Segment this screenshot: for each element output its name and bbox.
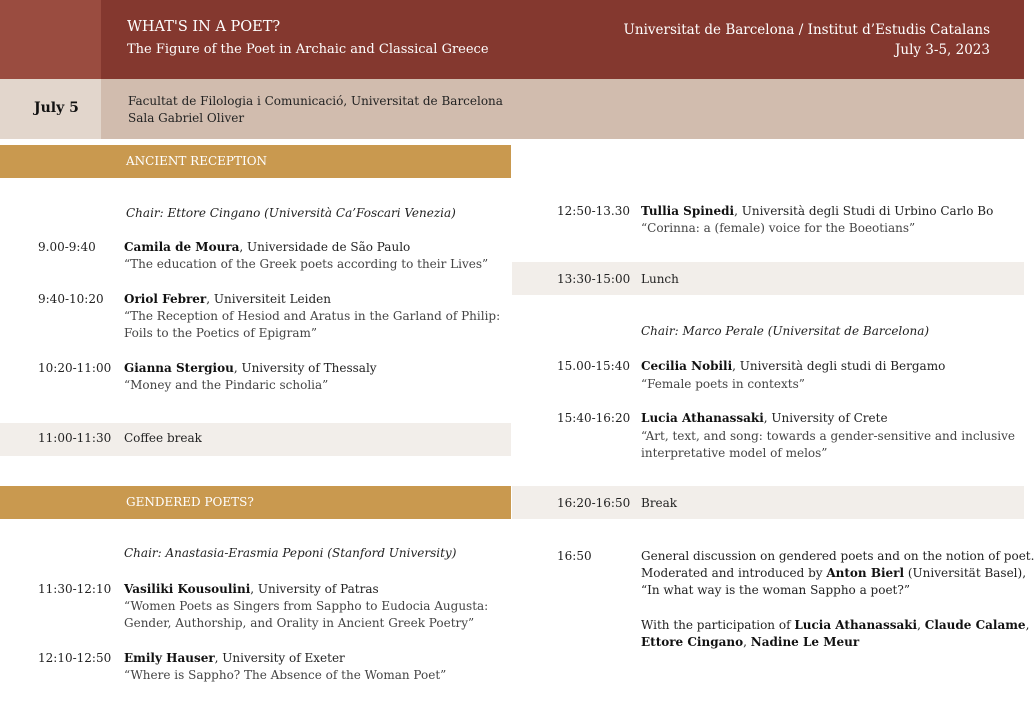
talk-speaker-line xyxy=(124,582,379,596)
participants-line-2: Ettore Cingano, Nadine Le Meur xyxy=(641,635,860,649)
break-time: 16:20-16:50 xyxy=(557,496,631,510)
event-dates: July 3-5, 2023 xyxy=(894,42,990,58)
talk-title: “Corinna: a (female) voice for the Boeotians” xyxy=(641,221,916,235)
participant-name: Ettore Cingano xyxy=(641,635,744,649)
talk-title: “Art, text, and song: towards a gender-sensitive and inclusive xyxy=(641,429,1015,443)
header-banner xyxy=(0,0,1024,79)
speaker-affiliation: , University of Patras xyxy=(250,582,379,596)
talk-time: 15:40-16:20 xyxy=(557,411,631,425)
speaker-affiliation: , Universiteit Leiden xyxy=(206,292,331,306)
venue-line-1: Facultat de Filologia i Comunicació, Universitat de Barcelona xyxy=(128,94,503,108)
talk-title: “The Reception of Hesiod and Aratus in the Garland of Philip: xyxy=(124,309,501,323)
speaker-name: Lucia Athanassaki xyxy=(641,411,764,425)
moderator-name: Anton Bierl xyxy=(826,566,905,580)
talk-title: Foils to the Poetics of Epigram” xyxy=(124,326,317,340)
talk-speaker-line xyxy=(124,240,410,254)
talk-speaker-line xyxy=(124,361,377,375)
speaker-affiliation: , Universidade de São Paulo xyxy=(239,240,411,254)
break-label: Lunch xyxy=(641,272,679,286)
talk-time: 12:10-12:50 xyxy=(38,651,112,665)
talk-title: “Money and the Pindaric scholia” xyxy=(124,378,329,392)
day-band xyxy=(0,79,1024,139)
section-title: ANCIENT RECEPTION xyxy=(126,154,268,168)
talk-title: interpretative model of melos” xyxy=(641,446,828,460)
talk-title: “Female poets in contexts” xyxy=(641,377,805,391)
speaker-name: Gianna Stergiou xyxy=(124,361,234,375)
break-time: 11:00-11:30 xyxy=(38,431,112,445)
participant-name: Claude Calame xyxy=(924,618,1026,632)
discussion-line-2: Moderated and introduced by Anton Bierl (Universität Basel), xyxy=(641,566,1027,580)
talk-title: Gender, Authorship, and Orality in Ancient Greek Poetry” xyxy=(124,616,475,630)
talk-speaker-line xyxy=(124,292,331,306)
section-header-gendered-poets xyxy=(0,486,511,519)
day-label: July 5 xyxy=(34,100,79,116)
discussion-line-1: General discussion on gendered poets and on the notion of poet. xyxy=(641,549,1034,563)
header-accent-block xyxy=(0,0,101,79)
section-header-ancient-reception xyxy=(0,145,511,178)
event-subtitle: The Figure of the Poet in Archaic and Classical Greece xyxy=(127,42,489,57)
participant-name: Lucia Athanassaki xyxy=(794,618,918,632)
talk-time: 15.00-15:40 xyxy=(557,359,630,373)
speaker-name: Camila de Moura xyxy=(124,240,240,254)
speaker-affiliation: , Università degli Studi di Urbino Carlo Bo xyxy=(734,204,994,218)
talk-speaker-line xyxy=(124,651,345,665)
participants-line-1: With the participation of Lucia Athanassaki, Claude Calame, xyxy=(641,618,1030,632)
participant-name: Nadine Le Meur xyxy=(750,635,860,649)
discussion-line-3: “In what way is the woman Sappho a poet?” xyxy=(641,583,910,597)
talk-speaker-line xyxy=(641,411,888,425)
chair: Chair: Ettore Cingano (Università Ca’Foscari Venezia) xyxy=(126,206,456,220)
speaker-affiliation: , University of Exeter xyxy=(214,651,345,665)
talk-time: 9:40-10:20 xyxy=(38,292,104,306)
talk-title: “Where is Sappho? The Absence of the Woman Poet” xyxy=(124,668,447,682)
speaker-affiliation: , University of Thessaly xyxy=(233,361,377,375)
talk-speaker-line xyxy=(641,204,993,218)
speaker-affiliation: , Università degli studi di Bergamo xyxy=(732,359,946,373)
talk-title: “Women Poets as Singers from Sappho to Eudocia Augusta: xyxy=(124,599,489,613)
institution: Universitat de Barcelona / Institut d’Estudis Catalans xyxy=(623,22,990,38)
speaker-name: Tullia Spinedi xyxy=(641,204,735,218)
speaker-name: Oriol Febrer xyxy=(124,292,207,306)
section-title: GENDERED POETS? xyxy=(126,495,254,509)
talk-speaker-line xyxy=(641,359,945,373)
chair: Chair: Anastasia-Erasmia Peponi (Stanford University) xyxy=(124,546,457,560)
speaker-name: Emily Hauser xyxy=(124,651,215,665)
talk-time: 12:50-13.30 xyxy=(557,204,630,218)
venue-line-2: Sala Gabriel Oliver xyxy=(128,111,245,125)
talk-time: 11:30-12:10 xyxy=(38,582,112,596)
speaker-affiliation: , University of Crete xyxy=(763,411,888,425)
break-time: 13:30-15:00 xyxy=(557,272,631,286)
talk-time: 10:20-11:00 xyxy=(38,361,112,375)
break-label: Break xyxy=(641,496,678,510)
talk-title: “The education of the Greek poets according to their Lives” xyxy=(124,257,489,271)
speaker-name: Vasiliki Kousoulini xyxy=(124,582,251,596)
break-label: Coffee break xyxy=(124,431,202,445)
chair: Chair: Marco Perale (Universitat de Barcelona) xyxy=(641,324,930,338)
talk-time: 9.00-9:40 xyxy=(38,240,96,254)
speaker-name: Cecilia Nobili xyxy=(641,359,733,373)
discussion-time: 16:50 xyxy=(557,549,592,563)
event-title: WHAT'S IN A POET? xyxy=(127,19,281,35)
